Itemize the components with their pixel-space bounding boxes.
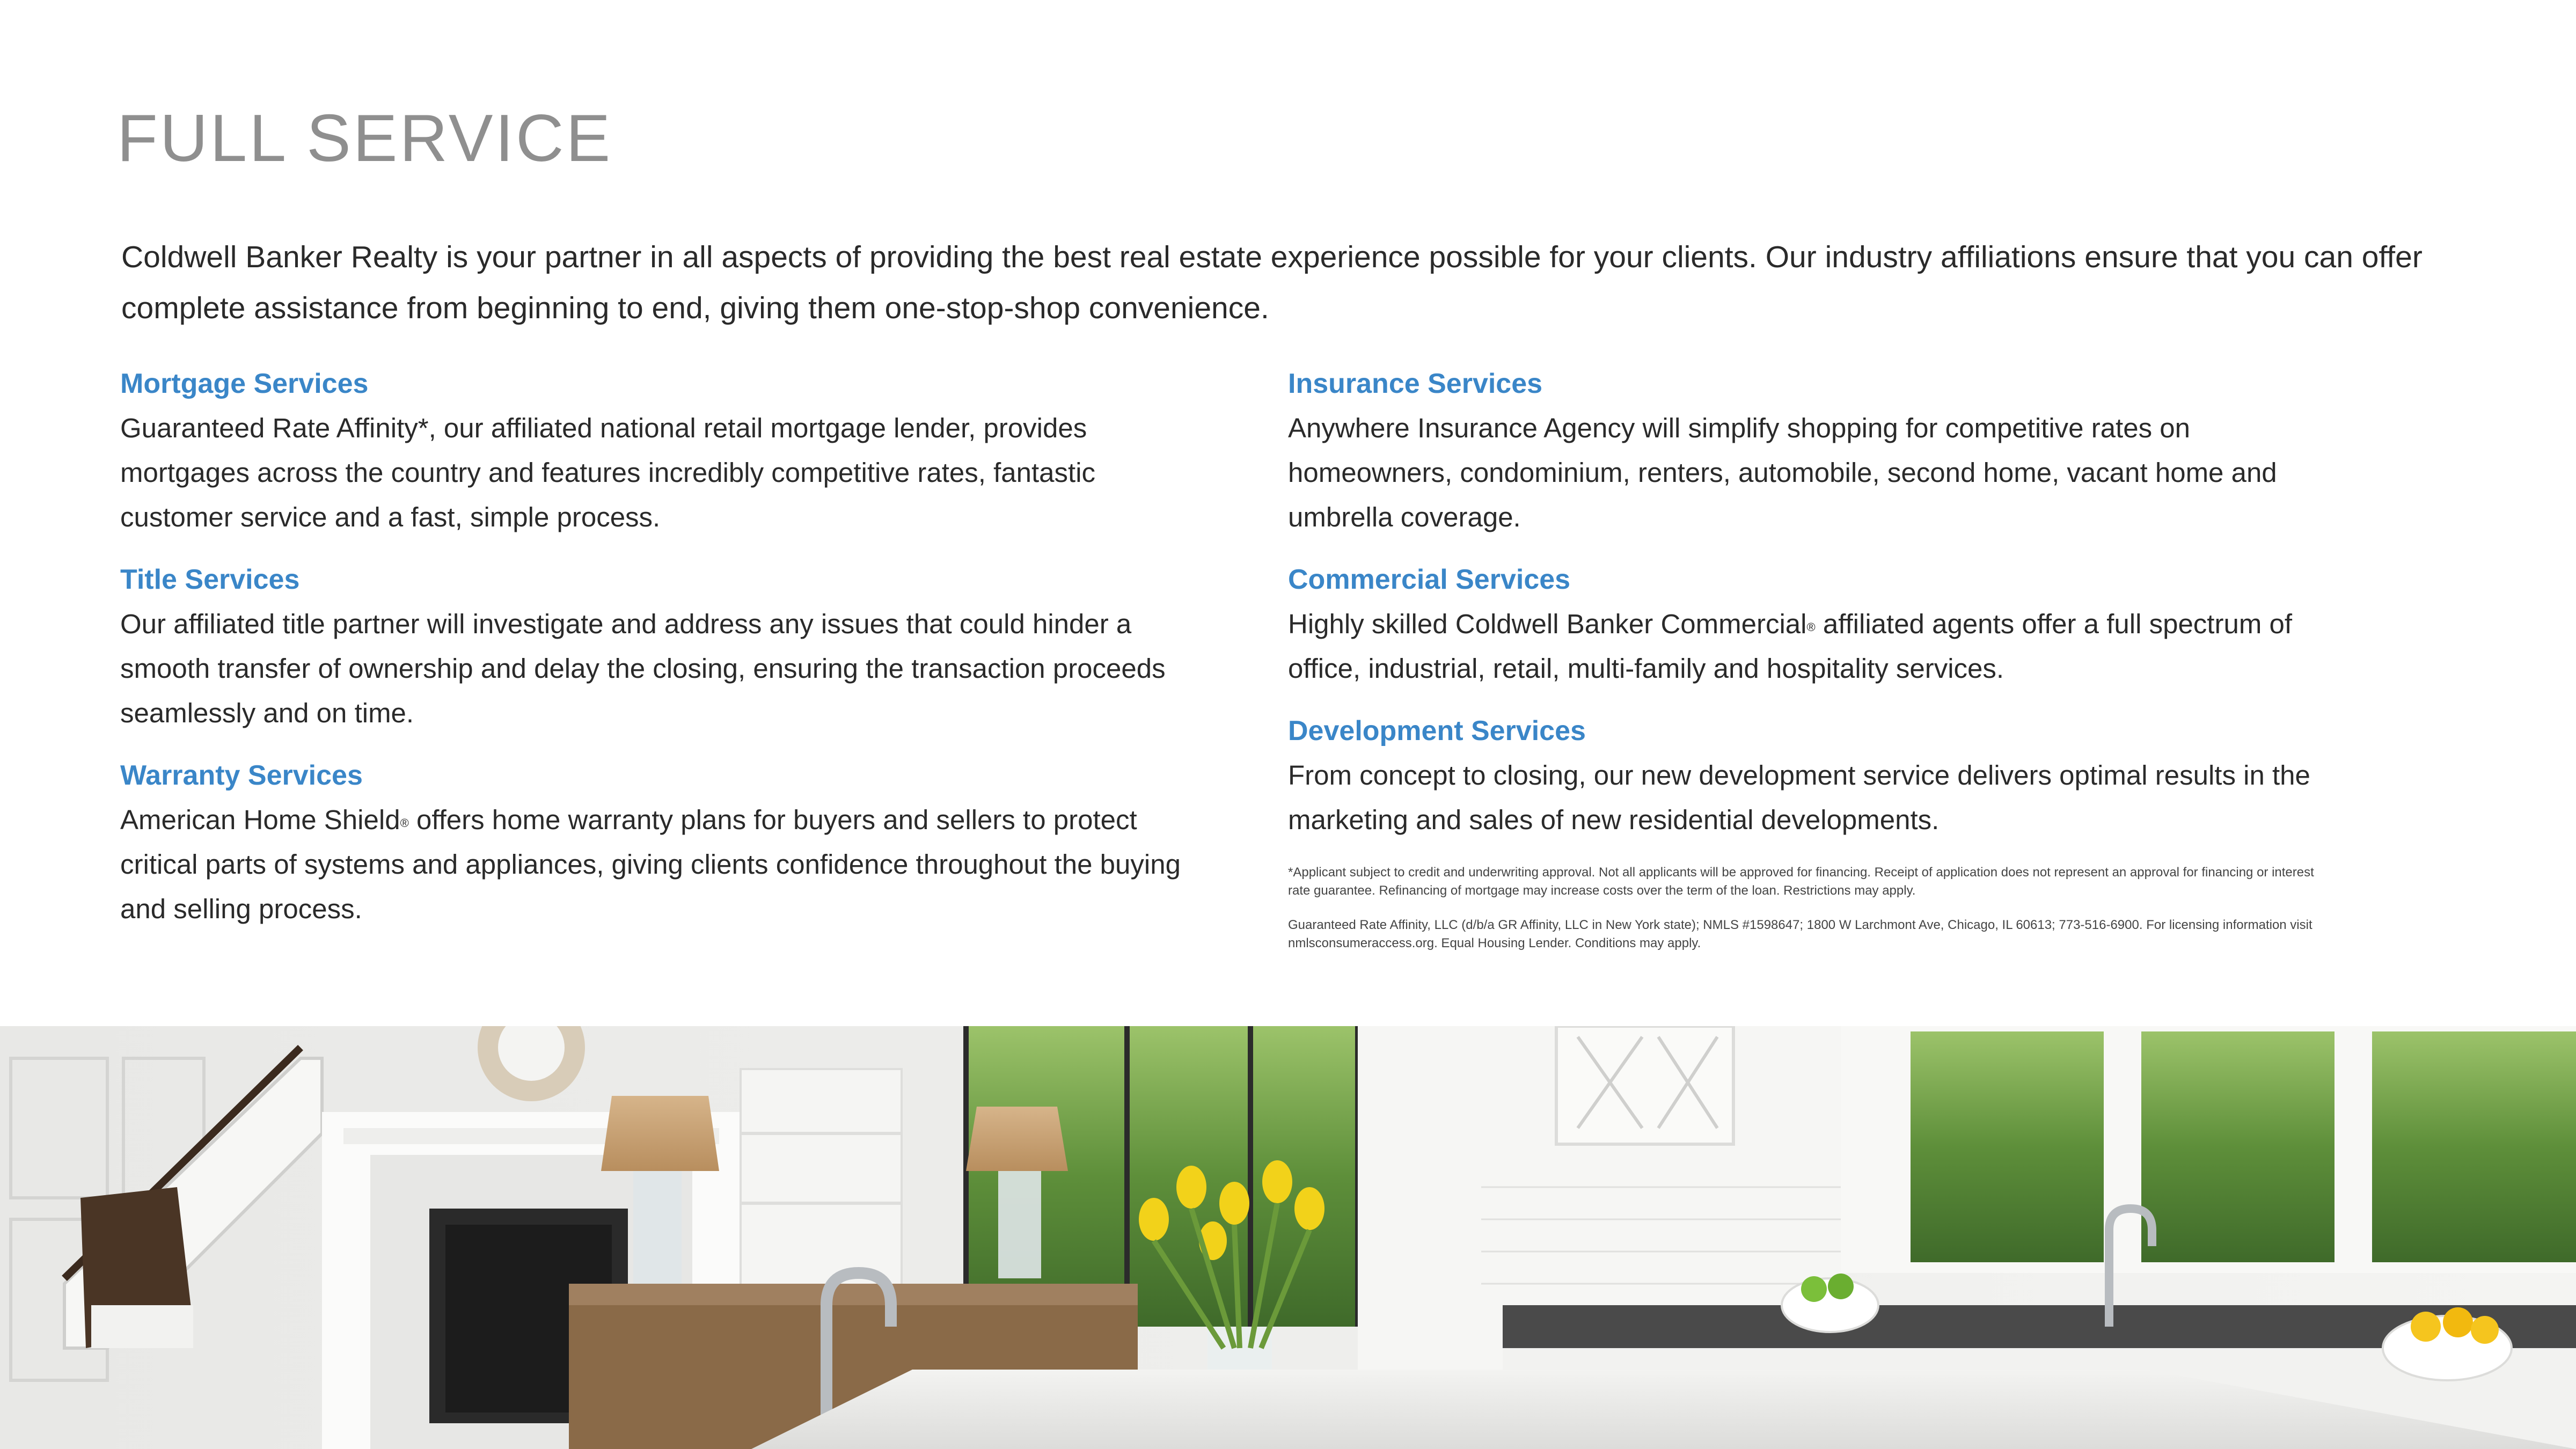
warranty-services-heading: Warranty Services [120,760,363,791]
insurance-services-section [1288,365,2340,539]
commercial-services-section [1288,561,2340,691]
warranty-services-text [120,797,1199,931]
interior-photo-illustration [0,1026,2576,1449]
disclaimer-financing: *Applicant subject to credit and underwriting approval. Not all applicants will be approved for financing. Receipt of application does not represent an approval for financing or interest rate guarantee. Refinancing of mortgage may increase costs over the term of the loan. Restrictions may apply. [1288,865,2314,898]
development-services-heading: Development Services [1288,715,1586,747]
mortgage-services-heading: Mortgage Services [120,368,369,399]
page-title: FULL SERVICE [117,101,613,175]
commercial-services-text [1288,602,2340,691]
title-services-section [120,561,1199,735]
services-left-column [120,365,1199,953]
warranty-text-end: offers home warranty plans for buyers and sellers to protect critical parts of systems and appliances, giving clients confidence throughout the buying and selling process. [120,804,1181,924]
insurance-services-text: Anywhere Insurance Agency will simplify shopping for competitive rates on homeowners, condominium, renters, automobile, second home, vacant home and umbrella coverage. [1288,413,2277,532]
insurance-services-heading: Insurance Services [1288,368,1543,399]
mortgage-services-section [120,365,1199,539]
development-services-text: From concept to closing, our new development service delivers optimal results in the marketing and sales of new residential developments. [1288,760,2310,835]
interior-photo-banner [0,1026,2576,1449]
warranty-text-start: American Home Shield [120,804,400,835]
disclaimer-block [1288,863,2324,953]
registered-mark: ® [1806,620,1816,634]
commercial-text-end: affiliated agents offer a full spectrum of office, industrial, retail, multi-family and hospitality services. [1288,609,2293,684]
title-services-text: Our affiliated title partner will investigate and address any issues that could hinder a smooth transfer of ownership and delay the closing, ensuring the transaction proceeds seamlessly and on time. [120,609,1166,728]
disclaimer-licensing: Guaranteed Rate Affinity, LLC (d/b/a GR Affinity, LLC in New York state); NMLS #1598647; 1800 W Larchmont Ave, Chicago, IL 60613; 773-516-6900. For licensing information visit nmlsconsumeraccess.org. Equal Housing Lender. Conditions may apply. [1288,918,2312,950]
commercial-services-heading: Commercial Services [1288,564,1571,595]
services-right-column [1288,365,2340,969]
title-services-heading: Title Services [120,564,300,595]
warranty-services-section [120,757,1199,931]
development-services-section [1288,712,2340,842]
mortgage-services-text: Guaranteed Rate Affinity*, our affiliated national retail mortgage lender, provides mortgages across the country and features incredibly competitive rates, fantastic customer service and a fast, simple process. [120,413,1096,532]
commercial-text-start: Highly skilled Coldwell Banker Commercial [1288,609,1807,639]
registered-mark: ® [400,816,409,830]
intro-paragraph: Coldwell Banker Realty is your partner in all aspects of providing the best real estate experience possible for your clients. Our industry affiliations ensure that you can offer complete assistance from beginning to end, giving them one-stop-shop convenience. [121,240,2423,325]
